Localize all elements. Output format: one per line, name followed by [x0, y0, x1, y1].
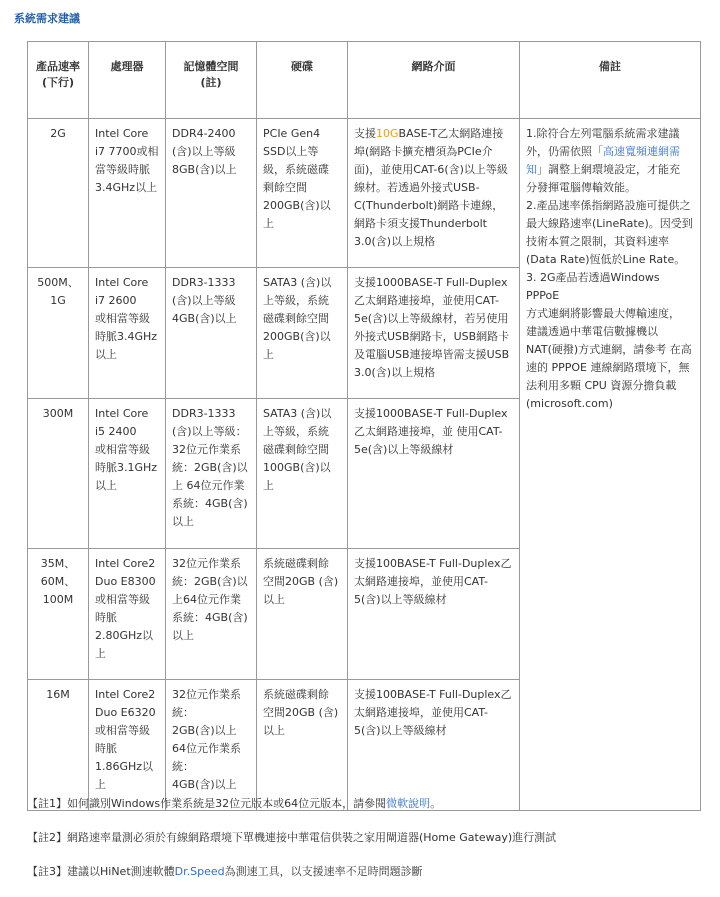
note-2: [27, 829, 556, 845]
system-requirements-table: [27, 41, 701, 811]
microsoft-help-link[interactable]: 微軟說明: [386, 797, 431, 810]
note-end: 為測速工具，以支援速率不足時問題診斷: [224, 865, 423, 878]
note-end: 。: [430, 797, 442, 810]
cell-cpu: Intel Core i7 7700或相 當等級時脈 3.4GHz以上: [89, 119, 166, 268]
cell-network: 支援1000BASE-T Full-Duplex 乙太網路連接埠，並使用CAT- 5e(含)以上等級線材，若另使用 外接式USB網路卡，USB網路卡 及電腦USB連接埠皆需支援USB 3.0(含)以上規格: [348, 268, 520, 399]
note-1: [27, 795, 441, 811]
remark-p1-end: 」調整上網環境設定，才能充 分發揮電腦傳輸效能。: [526, 163, 680, 194]
note-label: 【註1】: [27, 797, 67, 810]
cell-speed: 500M、 1G: [28, 268, 89, 399]
cell-speed: 16M: [28, 680, 89, 811]
header-speed: 產品速率 (下行): [28, 42, 89, 119]
network-rest: BASE-T乙太網路連接 埠(網路卡擴充槽須為PCIe介 面)，並使用CAT-6(含)以上等級 線材。若透過外接式USB- C(Thunderbolt)網路卡連線， 網路卡須支援Thunderbolt 3.0(含)以上規格: [354, 127, 508, 248]
table-header-row: [28, 42, 701, 119]
cell-memory: 32位元作業系 統：2GB(含)以 上64位元作業 系統：4GB(含) 以上: [166, 549, 257, 680]
page-title: 系統需求建議: [14, 12, 80, 25]
network-highlight: 10G: [376, 127, 399, 140]
note-text: 如何識別Windows作業系統是32位元版本或64位元版本，請參閱: [67, 797, 387, 810]
network-prefix: 支援: [354, 127, 376, 140]
cell-disk: 系統磁碟剩餘 空間20GB (含) 以上: [257, 549, 348, 680]
cell-disk: SATA3 (含)以 上等級，系統 磁碟剩餘空間 200GB(含)以 上: [257, 268, 348, 399]
note-3: [27, 863, 423, 879]
cell-memory: DDR3-1333 (含)以上等級： 32位元作業系 統：2GB(含)以 上 64位元作業 系統：4GB(含) 以上: [166, 399, 257, 549]
dr-speed-link[interactable]: Dr.Speed: [174, 865, 225, 878]
remark-p2: 2.產品速率係指網路設施可提供之 最大線路速率(LineRate)。因受到 技術本質之限制，其資料速率 (Data Rate)恆低於Line Rate。: [526, 199, 693, 266]
cell-disk: 系統磁碟剩餘 空間20GB (含) 以上: [257, 680, 348, 811]
cell-network: 支援100BASE-T Full-Duplex乙 太網路連接埠，並使用CAT- 5(含)以上等級線材: [348, 549, 520, 680]
header-cpu: 處理器: [89, 42, 166, 119]
cell-remark: [520, 119, 701, 811]
cell-disk: PCIe Gen4 SSD以上等 級，系統磁碟 剩餘空間 200GB(含)以 上: [257, 119, 348, 268]
note-label: 【註3】: [27, 865, 67, 878]
cell-network: 支援1000BASE-T Full-Duplex 乙太網路連接埠，並 使用CAT- 5e(含)以上等級線材: [348, 399, 520, 549]
broadband-guide-link[interactable]: 高速寬頻連網需 知: [526, 145, 680, 176]
cell-disk: SATA3 (含)以 上等級，系統 磁碟剩餘空間 100GB(含)以 上: [257, 399, 348, 549]
cell-memory: DDR4-2400 (含)以上等級 8GB(含)以上: [166, 119, 257, 268]
note-text: 建議以HiNet測速軟體: [67, 865, 175, 878]
header-memory: 記憶體空間 (註): [166, 42, 257, 119]
note-text: 網路速率量測必須於有線網路環境下單機連接中華電信供裝之家用閘道器(Home Gateway)進行測試: [67, 831, 557, 844]
remark-p3: 3. 2G產品若透過Windows PPPoE 方式連網將影響最大傳輸速度， 建議透過中華電信數據機以 NAT(硬撥)方式連網，請參考 在高 速的 PPPOE 連線網路環境下，無 法利用多顆 CPU 資源分擔負載 (microsoft.com): [526, 271, 692, 410]
cell-cpu: Intel Core i7 2600 或相當等級 時脈3.4GHz 以上: [89, 268, 166, 399]
cell-speed: 300M: [28, 399, 89, 549]
cell-speed: 2G: [28, 119, 89, 268]
cell-memory: DDR3-1333 (含)以上等級 4GB(含)以上: [166, 268, 257, 399]
cell-speed: 35M、 60M、 100M: [28, 549, 89, 680]
cell-cpu: Intel Core i5 2400 或相當等級 時脈3.1GHz 以上: [89, 399, 166, 549]
note-label: 【註2】: [27, 831, 67, 844]
cell-cpu: Intel Core2 Duo E6320 或相當等級 時脈 1.86GHz以 上: [89, 680, 166, 811]
cell-network: 支援100BASE-T Full-Duplex乙 太網路連接埠，並使用CAT- 5(含)以上等級線材: [348, 680, 520, 811]
header-disk: 硬碟: [257, 42, 348, 119]
header-network: 網路介面: [348, 42, 520, 119]
table-row: [28, 119, 701, 268]
remark-p1: 1.除符合左列電腦系統需求建議 外，仍需依照「: [526, 127, 680, 158]
cell-memory: 32位元作業系 統： 2GB(含)以上 64位元作業系 統： 4GB(含)以上: [166, 680, 257, 811]
header-remark: 備註: [520, 42, 701, 119]
cell-network: [348, 119, 520, 268]
cell-cpu: Intel Core2 Duo E8300 或相當等級 時脈 2.80GHz以 上: [89, 549, 166, 680]
